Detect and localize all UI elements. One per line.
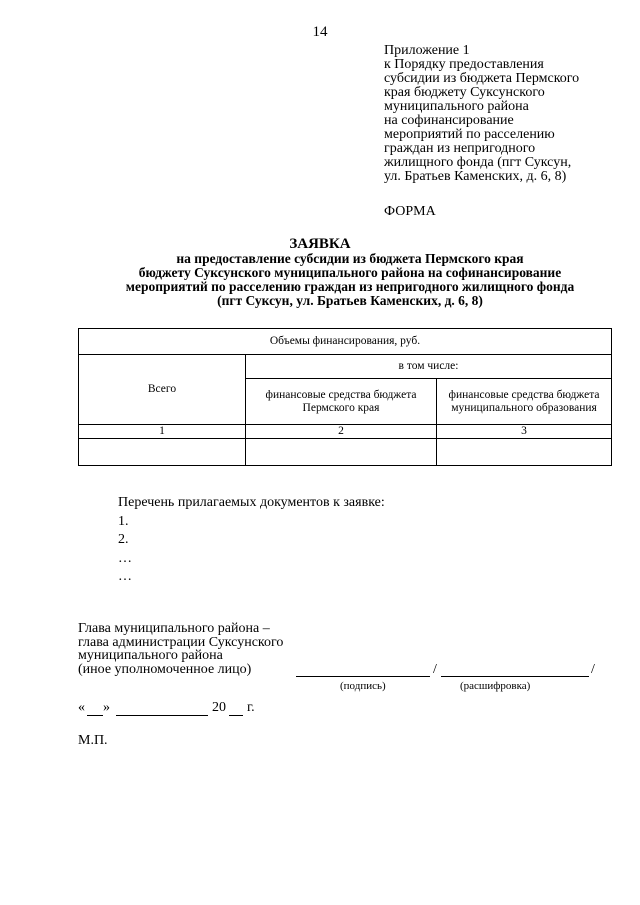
subtitle-line: (пгт Суксун, ул. Братьев Каменских, д. 6, 8)	[217, 293, 483, 308]
table-header-regional-budget: финансовые средства бюджета Пермского края	[246, 379, 437, 425]
appendix-line: края бюджету Суксунского	[384, 85, 545, 100]
table-column-number: 3	[437, 425, 612, 439]
appendix-line: Приложение 1	[384, 43, 470, 58]
stamp-place: М.П.	[78, 733, 108, 748]
date-year-prefix: 20	[212, 700, 226, 715]
signer-line: Глава муниципального района –	[78, 621, 270, 636]
signer-block	[78, 622, 283, 676]
table-header-municipal-budget: финансовые средства бюджета муниципального образования	[437, 379, 612, 425]
appendix-line: ул. Братьев Каменских, д. 6, 8)	[384, 169, 567, 184]
appendix-line: к Порядку предоставления	[384, 57, 544, 72]
appendix-line: муниципального района	[384, 99, 529, 114]
signer-line: муниципального района	[78, 648, 223, 663]
table-header-total: Всего	[79, 355, 246, 425]
decoding-caption: (расшифровка)	[460, 680, 531, 692]
subtitle-line: бюджету Суксунского муниципального района на софинансирование	[138, 265, 562, 280]
table-row	[79, 329, 612, 355]
attached-documents-heading: Перечень прилагаемых документов к заявке:	[118, 495, 385, 510]
list-item: 1.	[118, 513, 129, 529]
date-month-line[interactable]	[116, 715, 208, 716]
appendix-line: жилищного фонда (пгт Суксун,	[384, 155, 572, 170]
signature-line[interactable]	[296, 676, 430, 677]
subtitle-line: на предоставление субсидии из бюджета Пермского края	[176, 251, 524, 266]
page-number: 14	[312, 24, 328, 40]
attached-documents	[118, 494, 385, 587]
list-item: …	[118, 550, 132, 566]
date-year-suffix: г.	[247, 700, 255, 715]
appendix-line: граждан из непригодного	[384, 141, 536, 156]
signature-caption: (подпись)	[340, 680, 386, 692]
financing-table	[78, 328, 612, 466]
date-field	[78, 700, 85, 716]
table-column-number: 1	[79, 425, 246, 439]
table-row	[79, 439, 612, 466]
table-cell-empty	[246, 439, 437, 466]
subtitle-line: мероприятий по расселению граждан из непригодного жилищного фонда	[125, 279, 575, 294]
table-column-number: 2	[246, 425, 437, 439]
table-cell-empty	[437, 439, 612, 466]
date-year-line[interactable]	[229, 715, 243, 716]
table-cell-empty	[79, 439, 246, 466]
document-subtitle	[60, 252, 640, 308]
table-header-including: в том числе:	[246, 355, 612, 379]
signer-line: глава администрации Суксунского	[78, 634, 284, 650]
table-header-volumes: Объемы финансирования, руб.	[79, 329, 612, 355]
appendix-note	[384, 44, 624, 184]
appendix-line: мероприятий по расселению	[384, 127, 555, 142]
list-item: 2.	[118, 532, 129, 547]
appendix-line: субсидии из бюджета Пермского	[384, 71, 580, 86]
list-item: …	[118, 569, 132, 584]
decoding-separator: /	[591, 662, 595, 677]
date-open-quote: «	[78, 700, 85, 715]
table-row	[79, 355, 612, 379]
table-row	[79, 425, 612, 439]
date-day-line[interactable]	[87, 715, 103, 716]
document-title: ЗАЯВКА	[289, 236, 351, 252]
signer-line: (иное уполномоченное лицо)	[78, 661, 252, 677]
decoding-line[interactable]	[441, 676, 589, 677]
signature-separator: /	[433, 662, 437, 677]
date-close-quote: »	[103, 700, 110, 715]
appendix-line: на софинансирование	[384, 113, 514, 128]
form-label: ФОРМА	[384, 204, 436, 219]
